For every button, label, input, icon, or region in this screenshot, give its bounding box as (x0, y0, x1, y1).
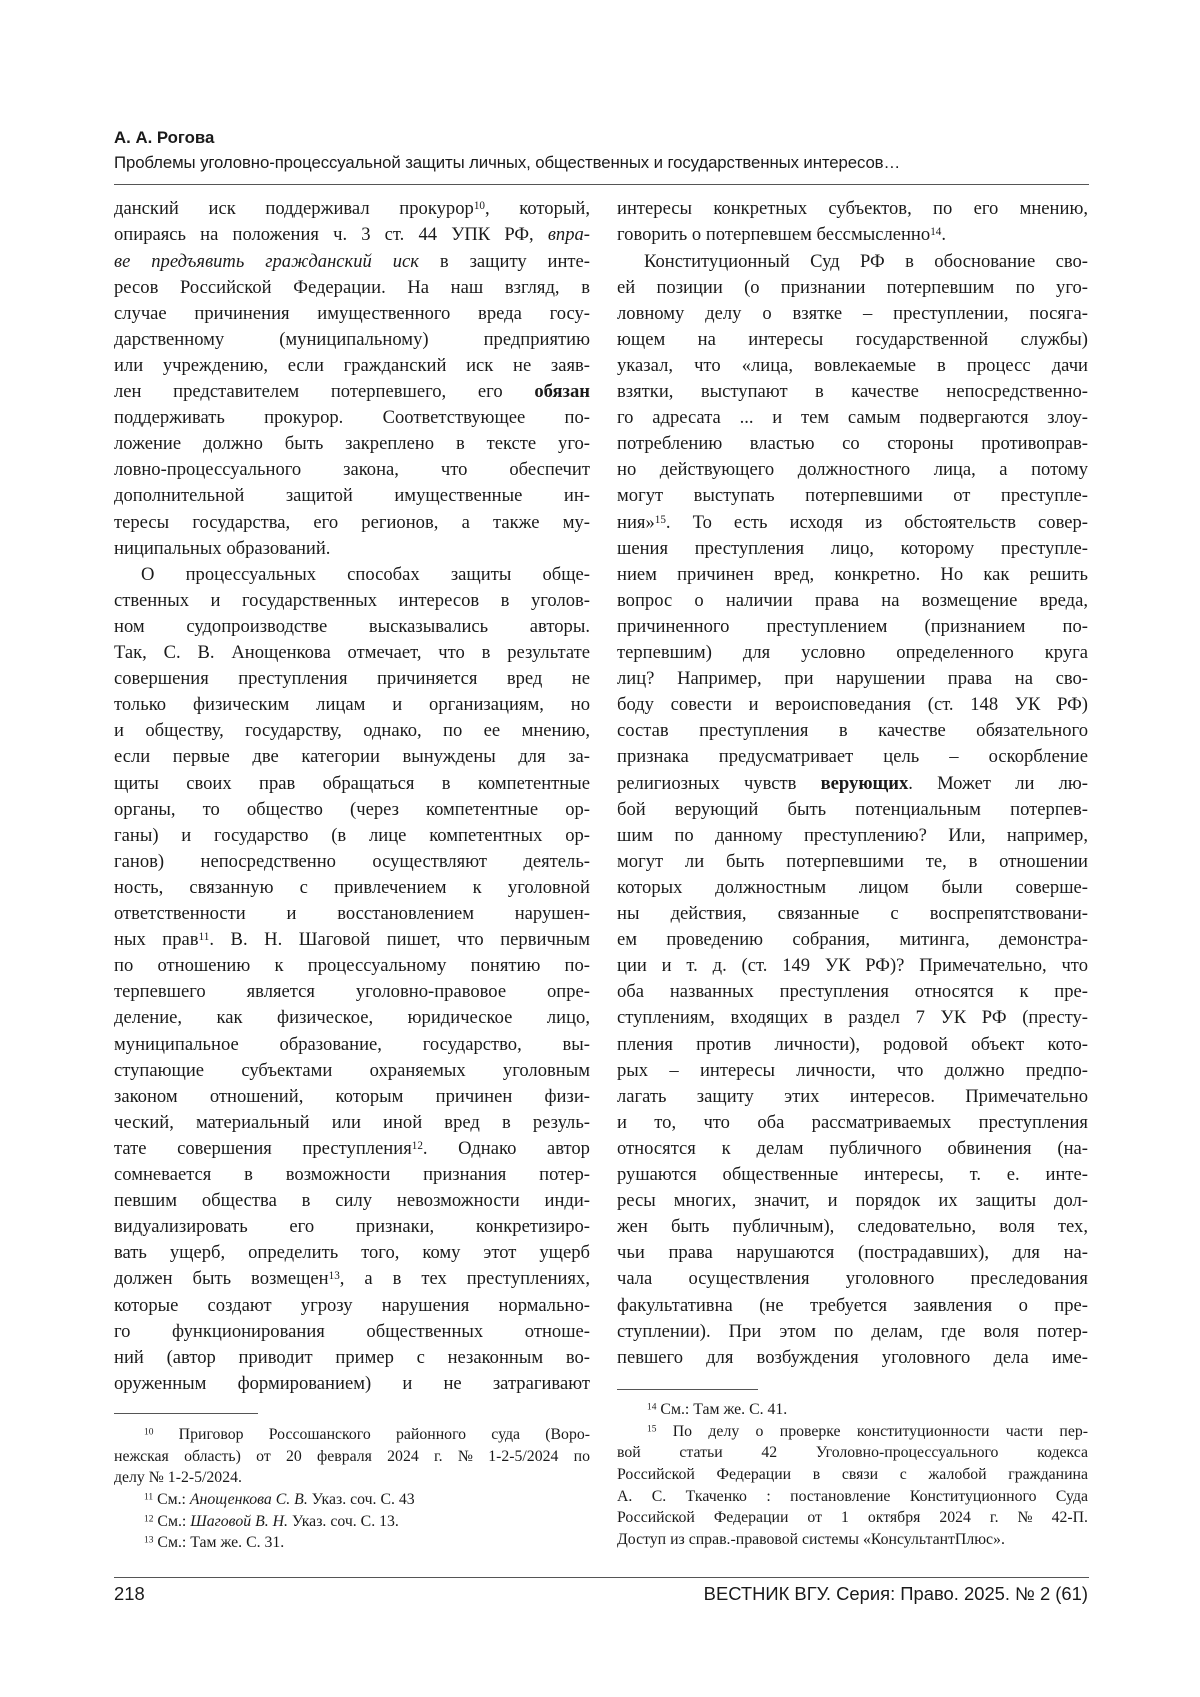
right-column-line (617, 694, 1088, 715)
text-run: . Однако автор (423, 1138, 590, 1159)
text-run: щиты своих прав обращаться в компетентные (114, 773, 590, 794)
right-column-line (617, 198, 1088, 219)
footnote-divider-right (617, 1389, 758, 1390)
text-run: ловно-процессуального закона, что обеспечит (114, 459, 590, 480)
left-column-line (114, 433, 590, 454)
text-run: Так, С. В. Анощенкова отмечает, что в результате (114, 642, 590, 663)
left-column-line (114, 329, 590, 350)
right-column-line (617, 433, 1088, 454)
text-run: причиненного преступлением (признанием по- (617, 616, 1088, 637)
right-column-line (617, 955, 1088, 976)
text-run: терпевшим) для условно определенного круга (617, 642, 1088, 663)
left-column-line (114, 590, 590, 611)
bold-text: верующих (821, 773, 909, 794)
text-run: если первые две категории вынуждены для за- (114, 746, 590, 767)
text-run: ей позиции (о признании потерпевшим по уго- (617, 277, 1088, 298)
text-run: певшего для возбуждения уголовного дела име- (617, 1347, 1088, 1368)
text-run: , который, (485, 198, 590, 219)
right-column-line (617, 851, 1088, 872)
text-run: ниципальных образований. (114, 538, 330, 559)
left-column-line (114, 694, 590, 715)
footnote-reference: 14 (930, 226, 941, 238)
text-run: ции и т. д. (ст. 149 УК РФ)? Примечательно, что (617, 955, 1088, 976)
footnote-reference: 15 (647, 1424, 656, 1434)
text-run: дарственному (муниципальному) предприятию (114, 329, 590, 350)
text-run: интересы конкретных субъектов, по его мнению, (617, 198, 1088, 219)
right-column-line (617, 355, 1088, 376)
right-column-line (617, 799, 1088, 820)
text-run: лагать защиту этих интересов. Примечательно (617, 1086, 1088, 1107)
left-column-line (114, 459, 590, 480)
right-column-line (617, 746, 1088, 767)
text-run: и обществу, государству, однако, по ее мнению, (114, 720, 590, 741)
text-run: взятки, выступают в качестве непосредственно- (617, 381, 1088, 402)
left-column-line (114, 1295, 590, 1316)
right-column-line (617, 616, 1088, 637)
left-column-line (114, 981, 590, 1002)
right-column-line (617, 903, 1088, 924)
text-run: ответственности и восстановлением нарушен- (114, 903, 590, 924)
left-column-line (114, 1321, 590, 1342)
text-run: ственных и государственных интересов в уголов- (114, 590, 590, 611)
left-column-line (114, 512, 590, 533)
left-column-line (114, 746, 590, 767)
right-column-line (617, 1242, 1088, 1263)
right-footnotes-line (617, 1509, 1088, 1527)
right-column-line (617, 538, 1088, 559)
italic-text: впра- (548, 224, 590, 245)
text-run: делу № 1-2-5/2024. (114, 1469, 242, 1486)
left-column-line (114, 1190, 590, 1211)
page-number: 218 (114, 1583, 145, 1605)
text-run: органы, то общество (через компетентные ор- (114, 799, 590, 820)
right-column-line (617, 1138, 1088, 1159)
text-run: совершения преступления причиняется вред не (114, 668, 590, 689)
text-run: по отношению к процессуальному понятию по- (114, 955, 590, 976)
text-run: чьи права нарушаются (пострадавших), для на- (617, 1242, 1088, 1263)
text-run: ческий, материальный или иной вред в резуль- (114, 1112, 590, 1133)
left-column-line (114, 1164, 590, 1185)
right-column-line (617, 485, 1088, 506)
right-column-line (617, 407, 1088, 428)
text-run: См.: Там же. С. 41. (656, 1401, 787, 1418)
right-column-line (617, 981, 1088, 1002)
left-footnotes-line (144, 1491, 590, 1509)
right-column-line (617, 1164, 1088, 1185)
right-column-line (617, 1347, 1088, 1368)
text-run: терпевшего является уголовно-правовое опре- (114, 981, 590, 1002)
text-run: нежская область) от 20 февраля 2024 г. № 1-2-5/2024 по (114, 1448, 590, 1465)
text-run: бой верующий быть потенциальным потерпев- (617, 799, 1088, 820)
italic-text: ве предъявить гражданский иск (114, 251, 419, 272)
text-run: ющем на интересы государственной службы) (617, 329, 1088, 350)
text-run: говорить о потерпевшем бессмысленно (617, 224, 930, 245)
right-column-line (617, 224, 1088, 245)
text-run: ловному делу о взятке – преступлении, посяга- (617, 303, 1088, 324)
left-column-line (114, 903, 590, 924)
footer-divider (114, 1577, 1089, 1578)
right-column-line (617, 381, 1088, 402)
left-column-line (114, 799, 590, 820)
right-column-line (617, 668, 1088, 689)
left-column-line (114, 955, 590, 976)
italic-text: Анощенкова С. В. (190, 1491, 308, 1508)
footnote-reference: 11 (144, 1493, 153, 1503)
text-run: дополнительной защитой имущественные ин- (114, 485, 590, 506)
bold-text: обязан (534, 381, 590, 402)
text-run: ресов Российской Федерации. На наш взгляд, в (114, 277, 590, 298)
right-footnotes-line (617, 1466, 1088, 1484)
text-run: ных прав (114, 929, 199, 950)
header-divider (114, 184, 1089, 185)
footnote-reference: 13 (329, 1270, 340, 1282)
footnote-reference: 12 (412, 1140, 423, 1152)
text-run: признака предусматривает цель – оскорбление (617, 746, 1088, 767)
text-run: видуализировать его признаки, конкретизиро- (114, 1216, 590, 1237)
right-column-line (617, 564, 1088, 585)
text-run: ложение должно быть закреплено в тексте уго- (114, 433, 590, 454)
text-run: тате совершения преступления (114, 1138, 412, 1159)
text-run: в защиту инте- (419, 251, 590, 272)
left-column-line (114, 1242, 590, 1263)
left-column-line (114, 303, 590, 324)
right-column-line (617, 329, 1088, 350)
left-column-line (114, 538, 590, 559)
text-run: По делу о проверке конституционности части пер- (656, 1423, 1088, 1440)
text-run: Конституционный Суд РФ в обоснование сво- (644, 251, 1088, 272)
text-run: которых должностным лицом были соверше- (617, 877, 1088, 898)
right-footnotes-line (617, 1531, 1088, 1549)
footnote-reference: 13 (144, 1536, 153, 1546)
left-column-line (114, 825, 590, 846)
text-run: вать ущерб, определить того, кому этот ущерб (114, 1242, 590, 1263)
right-column-line (617, 277, 1088, 298)
text-run: данский иск поддерживал прокурор (114, 198, 474, 219)
right-column-line (617, 459, 1088, 480)
left-column-line (114, 1112, 590, 1133)
right-column-line (617, 1216, 1088, 1237)
left-column-line (114, 224, 590, 245)
left-column-line (114, 381, 590, 402)
text-run: чала осуществления уголовного преследования (617, 1268, 1088, 1289)
text-run: ганы) и государство (в лице компетентных ор- (114, 825, 590, 846)
running-header-title: Проблемы уголовно-процессуальной защиты личных, общественных и государственных интересов… (114, 153, 900, 173)
left-column-line (114, 1086, 590, 1107)
text-run: , а в тех преступлениях, (340, 1268, 590, 1289)
text-run: шения преступления лицо, которому преступле- (617, 538, 1088, 559)
text-run: указал, что «лица, вовлекаемые в процесс дачи (617, 355, 1088, 376)
text-run: ганов) непосредственно осуществляют деятель- (114, 851, 590, 872)
text-run: ем проведению собрания, митинга, демонстра- (617, 929, 1088, 950)
left-footnotes-line (114, 1469, 590, 1487)
footnote-reference: 15 (655, 513, 666, 525)
left-column-line (141, 564, 590, 585)
right-column-line (617, 825, 1088, 846)
text-run: А. С. Ткаченко : постановление Конституционного Суда (617, 1488, 1088, 1505)
right-column-line (644, 251, 1088, 272)
left-column-line (114, 668, 590, 689)
text-run: и то, что оба рассматриваемых преступления (617, 1112, 1088, 1133)
right-column-line (617, 303, 1088, 324)
text-run: лен представителем потерпевшего, его (114, 381, 534, 402)
text-run: должен быть возмещен (114, 1268, 329, 1289)
footnote-divider-left (114, 1413, 258, 1414)
text-run: могут выступать потерпевшими от преступле- (617, 485, 1088, 506)
italic-text: Шаговой В. Н. (190, 1513, 288, 1530)
right-column-line (617, 1321, 1088, 1342)
right-column-line (617, 1007, 1088, 1028)
text-run: ступлениям, входящих в раздел 7 УК РФ (престу- (617, 1007, 1088, 1028)
text-run: го адресата ... и тем самым подвергаются злоу- (617, 407, 1088, 428)
text-run: но действующего должностного лица, а потому (617, 459, 1088, 480)
left-column-line (114, 277, 590, 298)
left-column-line (114, 851, 590, 872)
right-column-line (617, 929, 1088, 950)
text-run: боду совести и вероисповедания (ст. 148 УК РФ) (617, 694, 1088, 715)
text-run: законом отношений, которым причинен физи- (114, 1086, 590, 1107)
text-run: тересы государства, его регионов, а также му- (114, 512, 590, 533)
text-run: ступлении). При этом по делам, где воля потер- (617, 1321, 1088, 1342)
text-run: оруженным формированием) и не затрагивают (114, 1373, 590, 1394)
text-run: . (941, 224, 946, 245)
text-run: . В. Н. Шаговой пишет, что первичным (209, 929, 590, 950)
right-column-line (617, 590, 1088, 611)
journal-title: ВЕСТНИК ВГУ. Серия: Право. 2025. № 2 (61) (704, 1583, 1088, 1605)
footnote-reference: 10 (474, 200, 485, 212)
left-footnotes-line (144, 1534, 590, 1552)
footnote-reference: 10 (144, 1428, 153, 1438)
text-run: ний (автор приводит пример с незаконным во- (114, 1347, 590, 1368)
right-footnotes-line (617, 1488, 1088, 1506)
running-header-author: А. А. Рогова (114, 128, 214, 148)
text-run: могут ли быть потерпевшими те, в отношении (617, 851, 1088, 872)
right-column-line (617, 1086, 1088, 1107)
left-column-line (114, 1034, 590, 1055)
text-run: См.: (153, 1513, 190, 1530)
text-run: рых – интересы личности, что должно предпо- (617, 1060, 1088, 1081)
text-run: религиозных чувств (617, 773, 821, 794)
left-column-line (114, 616, 590, 637)
left-column-line (114, 1138, 590, 1159)
right-column-line (617, 773, 1088, 794)
right-footnotes-line (617, 1444, 1088, 1462)
text-run: . То есть исходя из обстоятельств совер- (666, 512, 1088, 533)
right-column-line (617, 1295, 1088, 1316)
document-page (0, 0, 1200, 1697)
left-column-line (114, 720, 590, 741)
footnote-reference: 14 (647, 1403, 656, 1413)
text-run: го функционирования общественных отноше- (114, 1321, 590, 1342)
text-run: потреблению властью со стороны противоправ- (617, 433, 1088, 454)
text-run: нием причинен вред, конкретно. Но как решить (617, 564, 1088, 585)
left-column-line (114, 1373, 590, 1394)
left-column-line (114, 407, 590, 428)
text-run: состав преступления в качестве обязательного (617, 720, 1088, 741)
text-run: вопрос о наличии права на возмещение вреда, (617, 590, 1088, 611)
right-column-line (617, 1190, 1088, 1211)
left-column-line (114, 1060, 590, 1081)
text-run: См.: Там же. С. 31. (153, 1534, 284, 1551)
footnote-reference: 12 (144, 1514, 153, 1524)
text-run: оба названных преступления относятся к пре- (617, 981, 1088, 1002)
text-run: . Может ли лю- (908, 773, 1088, 794)
left-footnotes-line (144, 1426, 590, 1444)
text-run: ны действия, связанные с воспрепятствовани- (617, 903, 1088, 924)
text-run: ность, связанную с привлечением к уголовной (114, 877, 590, 898)
text-run: которые создают угрозу нарушения нормально- (114, 1295, 590, 1316)
right-column-line (617, 1112, 1088, 1133)
left-column-line (114, 1268, 590, 1289)
right-column-line (617, 877, 1088, 898)
text-run: ступающие субъектами охраняемых уголовным (114, 1060, 590, 1081)
text-run: ния» (617, 512, 655, 533)
text-run: только физическим лицам и организациям, но (114, 694, 590, 715)
text-run: лиц? Например, при нарушении права на сво- (617, 668, 1088, 689)
right-column-line (617, 512, 1088, 533)
left-column-line (114, 1007, 590, 1028)
text-run: шим по данному преступлению? Или, например, (617, 825, 1088, 846)
left-column-line (114, 773, 590, 794)
text-run: относятся к делам публичного обвинения (на- (617, 1138, 1088, 1159)
text-run: рушаются общественные интересы, т. е. инте- (617, 1164, 1088, 1185)
text-run: вой статьи 42 Уголовно-процессуального кодекса (617, 1444, 1088, 1461)
text-run: певшим общества в силу невозможности инди- (114, 1190, 590, 1211)
text-run: ресы многих, значит, и порядок их защиты дол- (617, 1190, 1088, 1211)
text-run: муниципальное образование, государство, вы- (114, 1034, 590, 1055)
text-run: сомневается в возможности признания потер- (114, 1164, 590, 1185)
text-run: жен быть публичным), следовательно, воля тех, (617, 1216, 1088, 1237)
text-run: деление, как физическое, юридическое лицо, (114, 1007, 590, 1028)
left-column-line (114, 877, 590, 898)
text-run: Указ. соч. С. 13. (288, 1513, 399, 1530)
text-run: Приговор Россошанского районного суда (Воро- (153, 1426, 590, 1443)
right-column-line (617, 1034, 1088, 1055)
left-column-line (114, 485, 590, 506)
text-run: или учреждению, если гражданский иск не заяв- (114, 355, 590, 376)
right-footnotes-line (647, 1401, 1088, 1419)
left-footnotes-line (114, 1448, 590, 1466)
text-run: случае причинения имущественного вреда госу- (114, 303, 590, 324)
text-run: поддерживать прокурор. Соответствующее по- (114, 407, 590, 428)
left-column-line (114, 642, 590, 663)
left-column-line (114, 251, 590, 272)
left-column-line (114, 198, 590, 219)
left-column-line (114, 929, 590, 950)
right-footnotes-line (647, 1423, 1088, 1441)
text-run: Российской Федерации от 1 октября 2024 г. № 42-П. (617, 1509, 1088, 1526)
left-column-line (114, 1216, 590, 1237)
text-run: факультативна (не требуется заявления о пре- (617, 1295, 1088, 1316)
text-run: См.: (153, 1491, 190, 1508)
right-column-line (617, 1268, 1088, 1289)
text-run: пления против личности), родовой объект кото- (617, 1034, 1088, 1055)
left-column-line (114, 355, 590, 376)
text-run: О процессуальных способах защиты обще- (141, 564, 590, 585)
text-run: Российской Федерации в связи с жалобой гражданина (617, 1466, 1088, 1483)
left-footnotes-line (144, 1513, 590, 1531)
text-run: Доступ из справ.-правовой системы «КонсультантПлюс». (617, 1531, 1005, 1548)
text-run: опираясь на положения ч. 3 ст. 44 УПК РФ, (114, 224, 548, 245)
right-column-line (617, 1060, 1088, 1081)
right-column-line (617, 720, 1088, 741)
right-column-line (617, 642, 1088, 663)
text-run: Указ. соч. С. 43 (308, 1491, 415, 1508)
left-column-line (114, 1347, 590, 1368)
footnote-reference: 11 (199, 931, 210, 943)
text-run: ном судопроизводстве высказывались авторы. (114, 616, 590, 637)
